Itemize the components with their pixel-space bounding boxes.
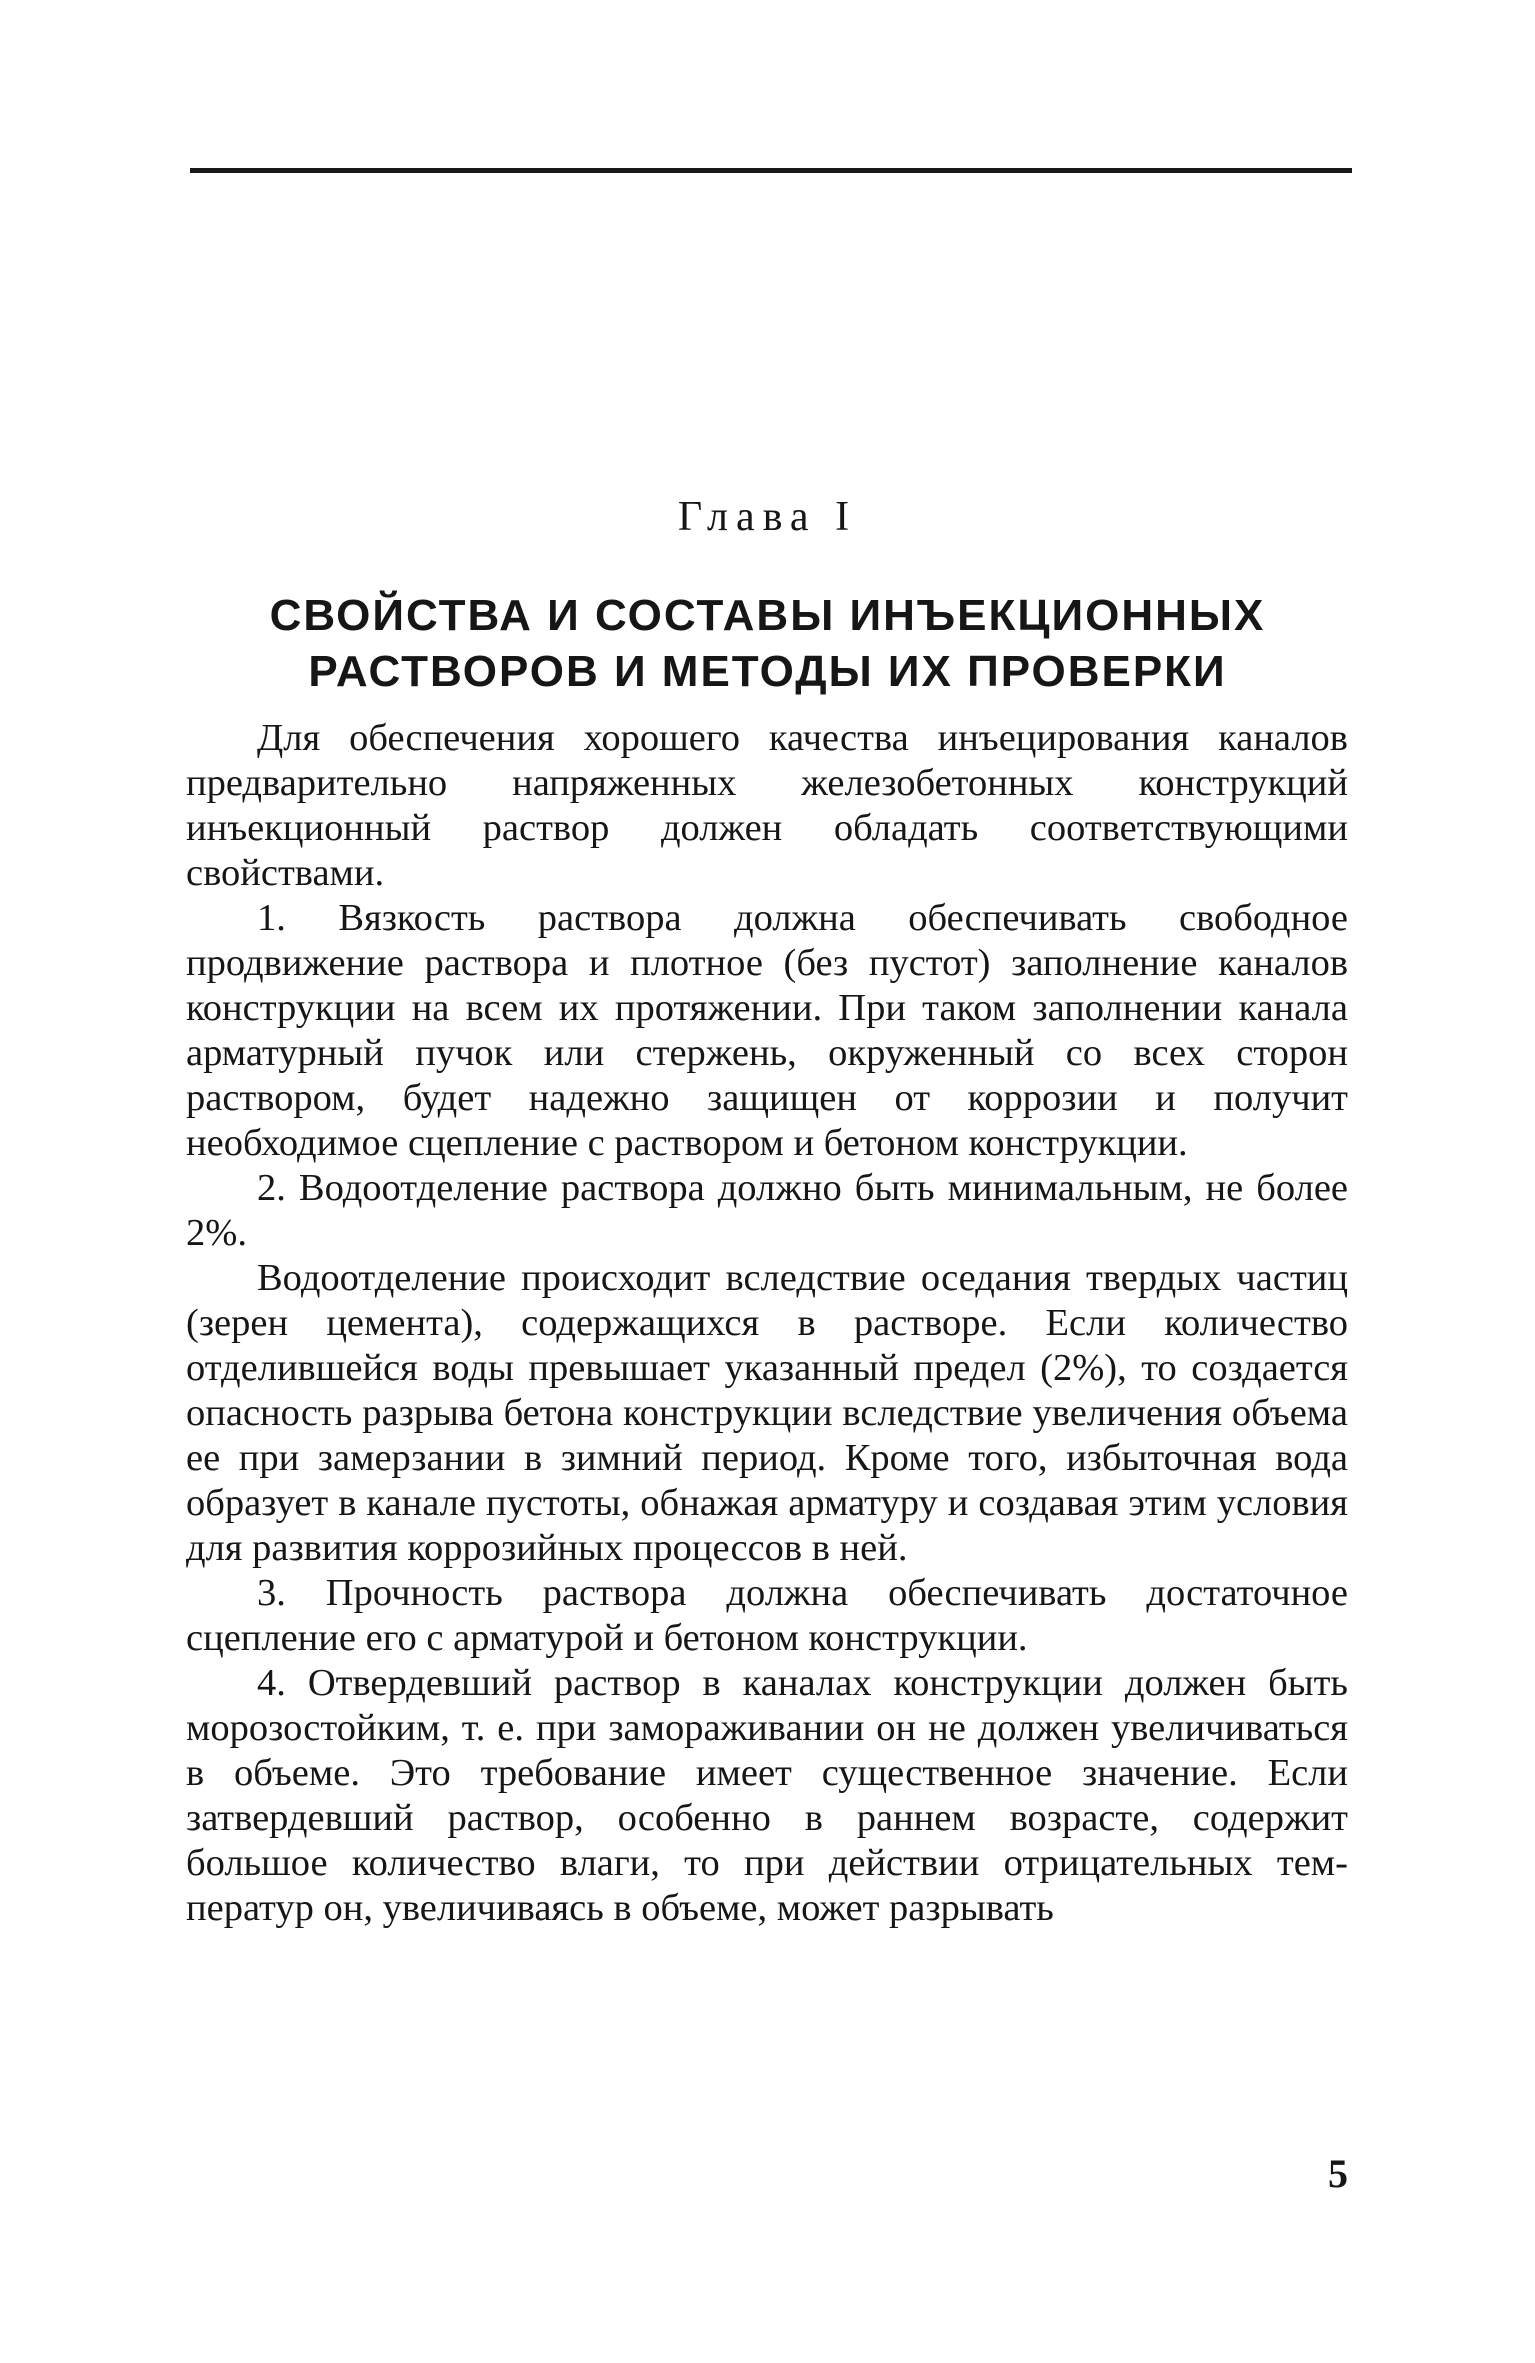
top-rule <box>190 168 1352 173</box>
paragraph-frost-resistance: 4. Отвердевший раствор в каналах конструкции должен быть морозостойким, т. е. при замораживании он не должен увеличиваться в объеме. Это требование имеет существенное значение. Если затвердевший раствор, особенно в раннем возрасте, содержит большое количество влаги, то при действии отрицательных температур он, увеличиваясь в объеме, может разрывать <box>186 1662 1348 1929</box>
paragraph-intro: Для обеспечения хорошего качества инъецирования каналов предварительно напряженных железобетонных конструкций инъекционный раствор должен обладать соответствующими свойствами. <box>186 717 1348 894</box>
body-text <box>186 716 1348 1931</box>
chapter-label: Глава I <box>677 494 858 540</box>
paragraph-water-separation: 2. Водоотделение раствора должно быть минимальным, не более 2%. <box>186 1167 1348 1254</box>
chapter-title <box>180 588 1355 700</box>
paragraph-water-separation-detail: Водоотделение происходит вследствие оседания твердых частиц (зерен цемента), содержащихся в растворе. Если количество отделившейся воды превышает указанный предел (2%), то создается опасность разрыва бетона конструкции вследствие увеличения объема ее при замерзании в зимний период. Кроме того, избыточная вода образует в канале пустоты, обнажая арматуру и создавая этим условия для развития коррозийных процессов в ней. <box>186 1257 1348 1569</box>
chapter-title-line-1: СВОЙСТВА И СОСТАВЫ ИНЪЕКЦИОННЫХ <box>269 591 1266 640</box>
paragraph-viscosity: 1. Вязкость раствора должна обеспечивать свободное продвижение раствора и плотное (без пустот) заполнение каналов конструкции на всем их протяжении. При таком заполнении канала арматурный пучок или стержень, окруженный со всех сторон раствором, будет надежно защищен от коррозии и получит необходимое сцепление с раствором и бетоном конструкции. <box>186 897 1348 1164</box>
page-number: 5 <box>1328 2151 1348 2196</box>
chapter-title-line-2: РАСТВОРОВ И МЕТОДЫ ИХ ПРОВЕРКИ <box>308 647 1227 696</box>
paragraph-strength: 3. Прочность раствора должна обеспечивать достаточное сцепление его с арматурой и бетоном конструкции. <box>186 1572 1348 1659</box>
